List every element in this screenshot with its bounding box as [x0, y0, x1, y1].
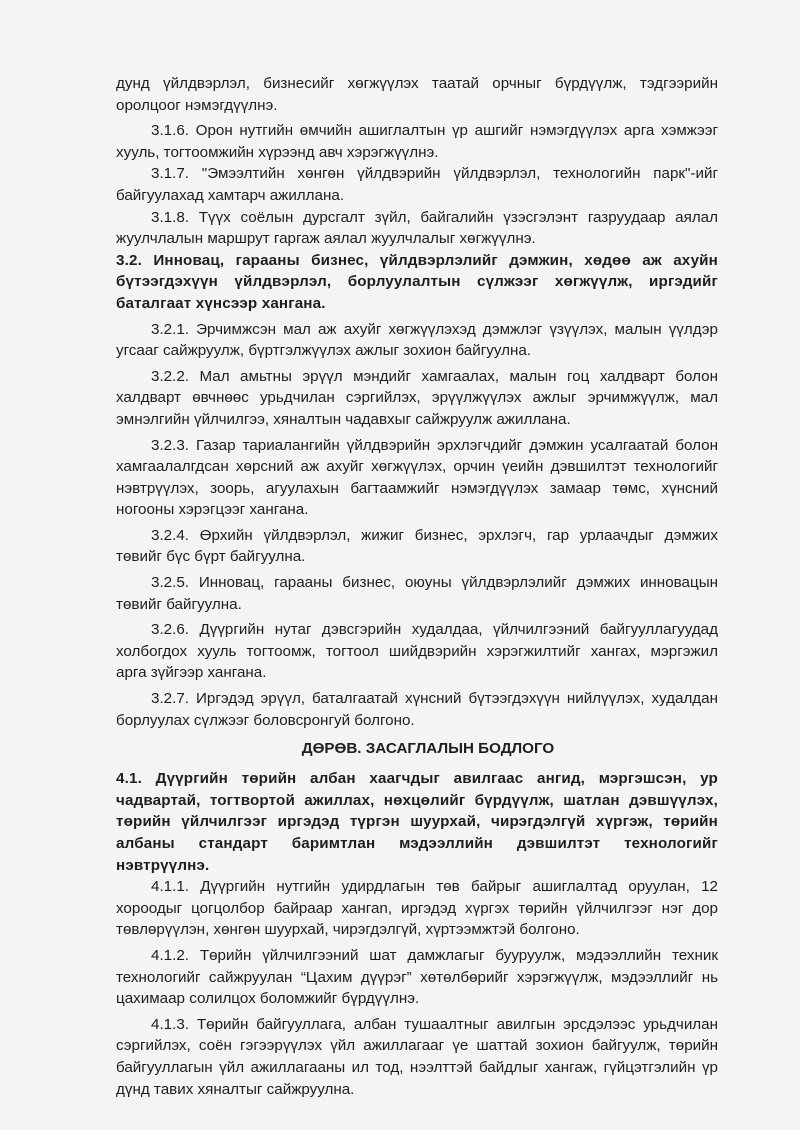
- text-line: дунд үйлдвэрлэл, бизнесийг хөгжүүлэх таатай орчныг бүрдүүлж, тэдгээрийн: [116, 75, 718, 92]
- text-line: төвийг байгуулна.: [116, 595, 242, 613]
- section-3-2-heading: [116, 250, 718, 315]
- paragraph-3-2-4: [116, 525, 718, 568]
- text-line: 3.1.6. Орон нутгийн өмчийн ашиглалтын үр ашгийг нэмэгдүүлэх арга хэмжээг: [151, 122, 718, 140]
- section-4-1-heading: [116, 768, 718, 876]
- text-line: оролцоог нэмэгдүүлнэ.: [116, 96, 278, 114]
- text-line: арга зүйгээр хангана.: [116, 664, 267, 682]
- text-line: холбогдох хууль тогтоомж, тогтоол шийдвэрийн хэрэгжилтийг хангах, мэргэжил: [116, 642, 718, 660]
- text-line: 3.1.7. "Эмээлтийн хөнгөн үйлдвэрийн үйлдвэрлэл, технологийн парк"-ийг: [151, 165, 718, 183]
- paragraph-4-1-1: [116, 876, 718, 941]
- text-line: төвийг бүс бүрт байгуулна.: [116, 548, 306, 566]
- text-line: 4.1.2. Төрийн үйлчилгээний шат дамжлагыг бууруулж, мэдээллийн техник: [151, 946, 718, 964]
- text-line: 4.1.1. Дүүргийн нутгийн удирдлагын төв байрыг ашиглалтад оруулан, 12: [151, 878, 718, 896]
- text-line: хууль, тогтоомжийн хүрээнд авч хэрэгжүүлнэ.: [116, 143, 439, 161]
- text-line: 3.2.6. Дүүргийн нутаг дэвсгэрийн худалдаа, үйлчилгээний байгууллагуудад: [151, 621, 718, 639]
- text-line: нэвтрүүлэх, зоорь, агуулахын багтаамжийг нэмэгдүүлэх замаар төмс, хүнсний: [116, 479, 718, 497]
- text-line: нэвтрүүлнэ.: [116, 856, 210, 874]
- paragraph-3-1-8: [116, 207, 718, 250]
- text-line: төрийн үйлчилгээг иргэдэд түргэн шуурхай, чирэгдэлгүй хүргэж, төрийн: [116, 813, 718, 831]
- text-line: угсааг сайжруулж, бүртгэлжүүлэх ажлыг зохион байгуулна.: [116, 342, 532, 360]
- text-line: 4.1. Дүүргийн төрийн албан хаагчдыг авилгаас ангид, мэргэшсэн, ур: [116, 770, 718, 788]
- text-line: ногооны хэрэгцээг хангана.: [116, 501, 309, 519]
- paragraph-3-2-5: [116, 572, 718, 615]
- text-line: байгуулахад хамтарч ажиллана.: [116, 186, 345, 204]
- paragraph-3-2-6: [116, 619, 718, 684]
- text-line: 3.2.2. Мал амьтны эрүүл мэндийг хамгаалах, малын гоц халдварт болон: [151, 367, 718, 385]
- text-line: 3.1.8. Түүх соёлын дурсгалт зүйл, байгалийн үзэсгэлэнт газруудаар аялал: [151, 208, 718, 226]
- text-line: цахимаар солилцох боломжийг бүрдүүлнэ.: [116, 990, 420, 1008]
- text-line: албаны стандарт баримтлан мэдээллийн дэвшилтэт технологийг: [116, 835, 718, 852]
- text-line: технологийг сайжруулан “Цахим дүүрэг” хөтөлбөрийг хэрэгжүүлж, мэдээллийг нь: [116, 968, 718, 986]
- text-line: хороодыг цогцолбор байраар хангаn, иргэдэд хүргэх төрийн үйлчилгээг нэг дор: [116, 899, 718, 917]
- paragraph-intro: [116, 73, 718, 116]
- chapter-four-heading: ДӨРӨВ. ЗАСАГЛАЛЫН БОДЛОГО: [301, 740, 555, 758]
- text-line: 3.2.5. Инновац, гарааны бизнес, оюуны үйлдвэрлэлийг дэмжих инновацын: [151, 574, 718, 592]
- text-line: 3.2. Инновац, гарааны бизнес, үйлдвэрлэлийг дэмжин, хөдөө аж ахуйн: [116, 251, 718, 269]
- text-line: халдварт өвчнөөс урьдчилан сэргийлэх, эрүүлжүүлэх ажлыг эрчимжүүлж, мал: [116, 389, 718, 407]
- paragraph-3-1-7: [116, 163, 718, 206]
- text-line: 3.2.7. Иргэдэд эрүүл, баталгаатай хүнсний бүтээгдэхүүн нийлүүлэх, худалдан: [151, 690, 718, 708]
- paragraph-3-2-3: [116, 435, 718, 521]
- text-line: 4.1.3. Төрийн байгууллага, албан тушаалтныг авилгын эрсдэлээс урьдчилан: [151, 1015, 718, 1033]
- paragraph-4-1-3: [116, 1014, 718, 1100]
- text-line: чадвартай, тогтвортой ажиллах, нөхцөлийг бүрдүүлж, шатлан дэвшүүлэх,: [116, 791, 718, 809]
- paragraph-3-1-6: [116, 120, 718, 163]
- text-line: 3.2.3. Газар тариалангийн үйлдвэрийн эрхлэгчдийг дэмжин усалгаатай болон: [151, 436, 718, 454]
- text-line: баталгаат хүнсээр хангана.: [116, 294, 326, 312]
- text-line: төвлөрүүлэн, хөнгөн шуурхай, чирэгдэлгүй, хүртээмжтэй болгоно.: [116, 921, 580, 939]
- text-line: 3.2.4. Өрхийн үйлдвэрлэл, жижиг бизнес, эрхлэгч, гар урлаачдыг дэмжих: [151, 526, 718, 544]
- text-line: сэргийлэх, соён гэгээрүүлэх үйл ажиллагааг үе шаттай зохион байгуулж, төрийн: [116, 1037, 718, 1055]
- text-line: жуулчлалын маршрут гаргаж аялал жуулчлалыг хөгжүүлнэ.: [116, 230, 536, 248]
- text-line: байгууллагын үйл ажиллагааны ил тод, нээлттэй байдлыг хангаж, гүйцэтгэлийн үр: [116, 1058, 718, 1076]
- paragraph-3-2-1: [116, 319, 718, 362]
- paragraph-3-2-7: [116, 688, 718, 731]
- text-line: дүнд тавих хяналтыг сайжруулна.: [116, 1080, 355, 1098]
- text-line: хамгаалалгдсан хөрсний аж ахуйг хөгжүүлэх, орчин үеийн дэвшилтэт технологийг: [116, 458, 718, 476]
- text-line: эмнэлгийн үйлчилгээ, хяналтын чадавхыг сайжруулж ажиллана.: [116, 410, 571, 428]
- text-line: 3.2.1. Эрчимжсэн мал аж ахуйг хөгжүүлэхэд дэмжлэг үзүүлэх, малын үүлдэр: [151, 320, 718, 338]
- text-line: борлуулах сүлжээг боловсронгуй болгоно.: [116, 711, 415, 729]
- paragraph-3-2-2: [116, 366, 718, 431]
- paragraph-4-1-2: [116, 945, 718, 1010]
- text-line: бүтээгдэхүүн үйлдвэрлэл, борлуулалтын сүлжээг хөгжүүлж, иргэдийг: [116, 273, 718, 291]
